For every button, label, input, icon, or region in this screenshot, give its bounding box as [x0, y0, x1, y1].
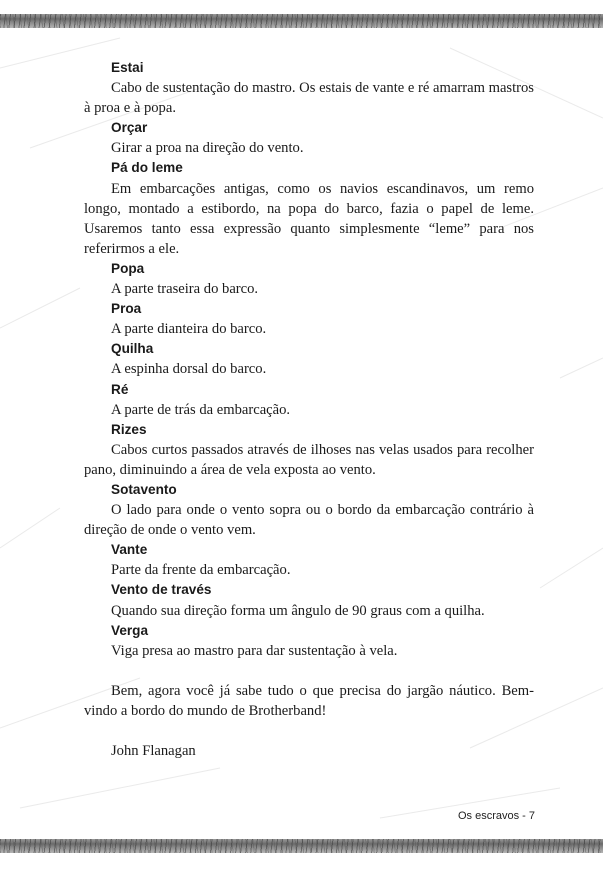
glossary-term: Ré	[111, 381, 129, 397]
glossary-definition: A parte dianteira do barco.	[111, 321, 267, 338]
glossary-term: Vante	[111, 542, 148, 558]
glossary-definition: Cabo de sustentação do mastro. Os estais de vante e ré amarram mastros à proa e à popa.	[84, 80, 534, 117]
glossary-term: Verga	[111, 622, 149, 638]
glossary-term: Popa	[111, 260, 145, 276]
bottom-border-decoration	[0, 839, 603, 853]
glossary-definition: Viga presa ao mastro para dar sustentação à vela.	[111, 642, 398, 659]
author-signature: John Flanagan	[111, 743, 196, 759]
glossary-term: Sotavento	[111, 481, 177, 497]
glossary-entry	[84, 580, 534, 620]
glossary-entry	[84, 259, 534, 299]
glossary-entry	[84, 540, 534, 580]
glossary-entry	[84, 380, 534, 420]
glossary-term: Quilha	[111, 341, 154, 357]
glossary-entry	[84, 299, 534, 339]
glossary-definition: A espinha dorsal do barco.	[111, 361, 267, 378]
glossary-term: Estai	[111, 60, 144, 75]
glossary-entry	[84, 339, 534, 379]
glossary-definition: Em embarcações antigas, como os navios escandinavos, um remo longo, montado a estibordo, na popa do barco, fazia o papel de leme. Usaremos tanto essa expressão quanto simplesmente “leme” para nos referirmos a ele.	[84, 180, 534, 257]
glossary-entry	[84, 158, 534, 258]
glossary-definition: Parte da frente da embarcação.	[111, 562, 291, 579]
glossary-definition: Quando sua direção forma um ângulo de 90 graus com a quilha.	[111, 602, 485, 619]
glossary-term: Orçar	[111, 120, 148, 136]
glossary-term: Proa	[111, 301, 142, 317]
glossary-term: Pá do leme	[111, 160, 183, 176]
glossary-entry	[84, 621, 534, 661]
page-footer: Os escravos - 7	[457, 810, 535, 822]
glossary-entry	[84, 420, 534, 480]
glossary-definition: O lado para onde o vento sopra ou o bordo da embarcação contrário à direção de onde o vento vem.	[84, 502, 534, 539]
glossary-term: Vento de través	[111, 582, 212, 598]
glossary-entry	[84, 118, 534, 158]
glossary-content	[84, 58, 534, 761]
top-border-decoration	[0, 14, 603, 28]
glossary-term: Rizes	[111, 421, 147, 437]
glossary-definition: Girar a proa na direção do vento.	[111, 140, 304, 157]
glossary-definition: Cabos curtos passados através de ilhoses nas velas usados para recolher pano, diminuindo a área de vela exposta ao vento.	[84, 441, 534, 478]
closing-paragraph: Bem, agora você já sabe tudo o que precisa do jargão náutico. Bem-vindo a bordo do mundo de Brotherband!	[84, 682, 534, 719]
glossary-entry	[84, 58, 534, 118]
glossary-definition: A parte de trás da embarcação.	[111, 401, 291, 418]
glossary-entry	[84, 480, 534, 540]
glossary-definition: A parte traseira do barco.	[111, 281, 259, 298]
